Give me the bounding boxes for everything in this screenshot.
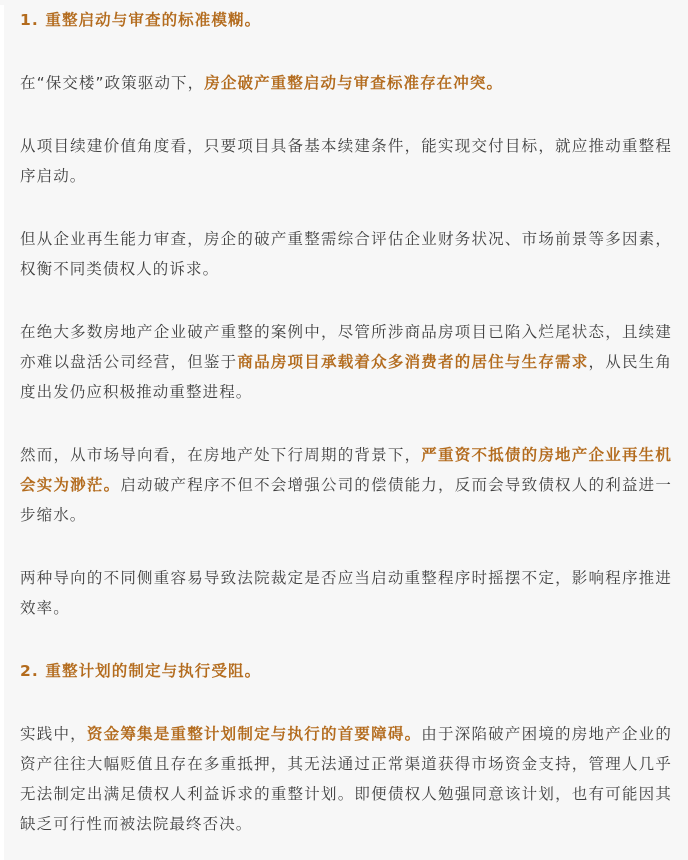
paragraph-text: 在“保交楼”政策驱动下，	[20, 74, 205, 92]
paragraph	[20, 68, 672, 98]
paragraph	[20, 440, 672, 530]
heading-text: 1. 重整启动与审查的标准模糊。	[20, 11, 262, 29]
paragraph-text: 两种导向的不同侧重容易导致法院裁定是否应当启动重整程序时摇摆不定，影响程序推进效率。	[20, 569, 672, 617]
emphasis-text: 严重资不抵债的房地产企业再生机会实为渺茫。	[20, 446, 672, 494]
paragraph-text: 实践中，	[20, 725, 87, 743]
article-body	[4, 5, 688, 839]
paragraph-text: ，从民生角度出发仍应积极推动重整进程。	[20, 353, 672, 401]
paragraph-text: 在绝大多数房地产企业破产重整的案例中，尽管所涉商品房项目已陷入烂尾状态，且续建亦难以盘活公司经营，但鉴于	[20, 323, 672, 371]
article-page	[0, 5, 688, 860]
paragraph-text: 然而，从市场导向看，在房地产处下行周期的背景下，	[20, 446, 422, 464]
section-heading	[20, 5, 672, 35]
paragraph-text: 从项目续建价值角度看，只要项目具备基本续建条件，能实现交付目标，就应推动重整程序启动。	[20, 137, 672, 185]
paragraph-text: 启动破产程序不但不会增强公司的偿债能力，反而会导致债权人的利益进一步缩水。	[20, 476, 672, 524]
paragraph	[20, 719, 672, 839]
emphasis-text: 商品房项目承载着众多消费者的居住与生存需求	[237, 353, 589, 371]
emphasis-text: 资金筹集是重整计划制定与执行的首要障碍。	[86, 725, 422, 743]
paragraph	[20, 563, 672, 623]
paragraph	[20, 224, 672, 284]
paragraph	[20, 131, 672, 191]
section-heading	[20, 656, 672, 686]
emphasis-text: 房企破产重整启动与审查标准存在冲突。	[204, 74, 504, 92]
paragraph-text: 由于深陷破产困境的房地产企业的资产往往大幅贬值且存在多重抵押，其无法通过正常渠道获得市场资金支持，管理人几乎无法制定出满足债权人利益诉求的重整计划。即便债权人勉强同意该计划，也有可能因其缺乏可行性而被法院最终否决。	[20, 725, 672, 833]
heading-text: 2. 重整计划的制定与执行受阻。	[20, 662, 262, 680]
paragraph	[20, 317, 672, 407]
paragraph-text: 但从企业再生能力审查，房企的破产重整需综合评估企业财务状况、市场前景等多因素，权衡不同类债权人的诉求。	[20, 230, 672, 278]
